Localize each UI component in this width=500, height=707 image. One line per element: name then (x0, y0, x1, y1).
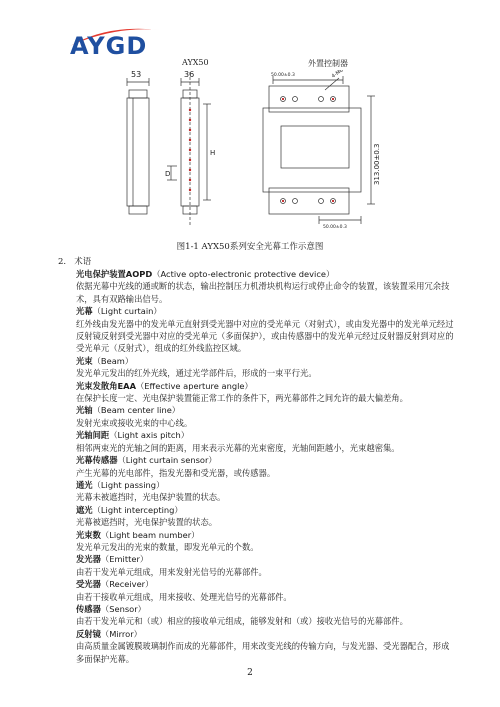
dim-4m6-label: 4-M6 (330, 70, 345, 80)
dim-50b-label: 50.00±0.3 (323, 225, 347, 230)
page-number: 2 (247, 668, 253, 678)
svg-text:AYGD: AYGD (70, 32, 148, 56)
dim-H-label: H (210, 149, 216, 157)
term-item (76, 380, 456, 405)
term-name: 光束发散角EAA (76, 380, 136, 391)
term-item (76, 529, 456, 554)
term-english: （Light beam number） (100, 529, 200, 540)
section-title: 术语 (74, 257, 92, 267)
dim-50a-label: 50.00±0.3 (271, 73, 295, 78)
term-english: （Effective aperture angle） (136, 380, 253, 391)
term-english: （Light curtain sensor） (117, 455, 217, 466)
term-english: （Light curtain） (92, 306, 162, 317)
term-name: 光电保护装置AOPD (76, 269, 153, 279)
term-description: 由高质量金属镀膜玻璃制作而成的光幕部件，用来改变光线的传输方向，与发光器、受光器配合，形成多面保护光幕。 (76, 641, 450, 664)
term-name: 光幕 (76, 306, 93, 317)
figure-left-title: AYX50 (182, 58, 209, 67)
term-item (76, 404, 456, 429)
section-number: 2. (58, 257, 67, 267)
terms-list (76, 268, 456, 665)
term-item (76, 479, 456, 504)
term-description: 由若干接收单元组成，用来接收、处理光信号的光幕部件。 (76, 591, 292, 602)
term-description: 发光单元发出的光束的数量，即发光单元的个数。 (76, 541, 259, 552)
term-english: （Receiver） (100, 579, 154, 590)
term-english: （Light passing） (92, 479, 165, 490)
term-description: 发光单元发出的红外光线，通过光学部件后，形成的一束平行光。 (76, 368, 317, 379)
technical-drawing (115, 70, 385, 230)
dim-53-label: 53 (131, 70, 142, 79)
term-english: （Light intercepting） (92, 504, 183, 515)
term-item (76, 305, 456, 355)
company-logo (68, 20, 168, 56)
term-name: 遮光 (76, 504, 93, 515)
figure-caption: 图1-1 AYX50系列安全光幕工作示意图 (176, 242, 324, 252)
section-heading (58, 255, 91, 267)
term-description: 由若干发光单元组成，用来发射光信号的光幕部件。 (76, 566, 267, 577)
term-english: （Emitter） (100, 554, 149, 565)
term-name: 通光 (76, 479, 93, 490)
term-item (76, 603, 456, 628)
term-name: 反射镜 (76, 628, 101, 639)
term-english: （Beam center line） (92, 405, 181, 416)
term-name: 光轴间距 (76, 430, 110, 441)
term-english: （Light axis pitch） (109, 430, 190, 441)
term-item (76, 454, 456, 479)
term-name: 光幕传感器 (76, 455, 118, 466)
aygd-logo-icon (68, 20, 168, 56)
term-item (76, 355, 456, 380)
term-item (76, 628, 456, 665)
term-english: （Sensor） (100, 603, 146, 614)
term-description: 光幕未被遮挡时，光电保护装置的状态。 (76, 492, 226, 503)
term-description: 产生光幕的光电部件，指发光器和受光器，或传感器。 (76, 467, 276, 478)
term-english: （Active opto-electronic protective device） (152, 269, 335, 279)
term-description: 红外线由发光器中的发光单元直射到受光器中对应的受光单元（对射式），或由发光器中的发光单元经过反射镜反射到受光器中对应的受光单元（多面保护），或由传感器中的发光单元经过反射器反射到对应的受光单元（反射式），组成的红外线监控区域。 (76, 318, 454, 354)
term-item (76, 429, 456, 454)
term-item (76, 553, 456, 578)
dim-36-label: 36 (184, 70, 195, 79)
term-description: 发射光束或接收光束的中心线。 (76, 417, 193, 428)
figure-right-title: 外置控制器 (308, 59, 348, 68)
dim-D-label: D (165, 170, 171, 178)
term-description: 相邻两束光的光轴之间的距离，用来表示光幕的光束密度，光轴间距越小，光束越密集。 (76, 442, 400, 453)
term-name: 受光器 (76, 579, 101, 590)
term-item (76, 268, 456, 305)
dim-313-label: 313.00±0.3 (373, 143, 381, 185)
term-name: 发光器 (76, 554, 101, 565)
term-description: 由若干发光单元和（或）相应的接收单元组成，能够发射和（或）接收光信号的光幕部件。 (76, 616, 408, 627)
term-name: 光束 (76, 355, 93, 366)
term-item (76, 578, 456, 603)
term-name: 光束数 (76, 529, 101, 540)
term-description: 在保护长度一定、光电保护装置能正常工作的条件下，两光幕部件之间允许的最大偏差角。 (76, 393, 408, 404)
term-english: （Mirror） (100, 628, 142, 639)
term-name: 传感器 (76, 603, 101, 614)
term-description: 依据光幕中光线的通或断的状态，输出控制压力机滑块机构运行或停止命令的装置，该装置采用冗余技术，具有双路输出信号。 (76, 281, 450, 304)
term-name: 光轴 (76, 405, 93, 416)
term-description: 光幕被遮挡时，光电保护装置的状态。 (76, 517, 218, 528)
term-english: （Beam） (92, 355, 134, 366)
light-curtain-drawing (115, 70, 385, 230)
term-item (76, 504, 456, 529)
